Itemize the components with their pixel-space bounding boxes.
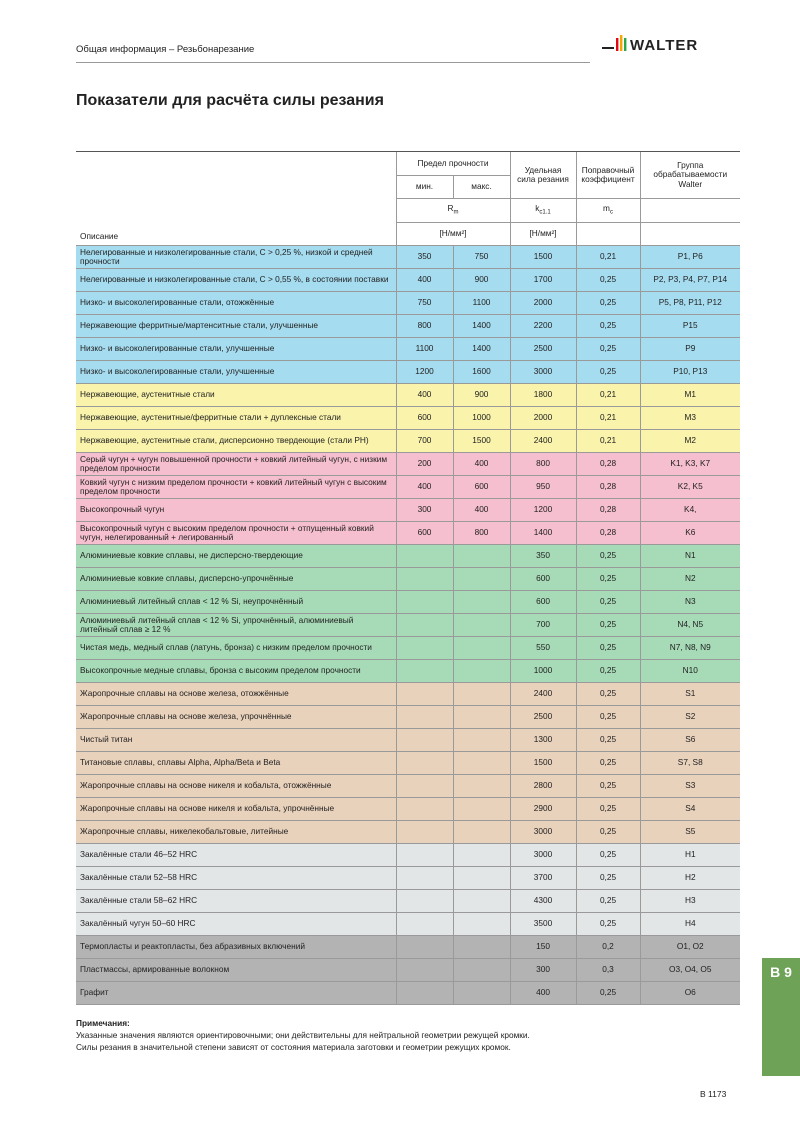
cutting-force-table <box>76 151 740 1005</box>
row-walter-group: O6 <box>640 982 740 1005</box>
row-specific-force: 300 <box>510 959 576 982</box>
row-specific-force: 2500 <box>510 706 576 729</box>
row-specific-force: 2400 <box>510 683 576 706</box>
row-walter-group: P1, P6 <box>640 246 740 269</box>
row-correction-factor: 0,25 <box>576 683 640 706</box>
row-correction-factor: 0,25 <box>576 752 640 775</box>
row-strength-max: 1400 <box>453 315 510 338</box>
row-description: Нержавеющие, аустенитные стали, дисперсионно твердеющие (стали PH) <box>76 430 396 453</box>
mc-symbol: $m_c$ <box>576 199 640 223</box>
row-strength-max <box>453 798 510 821</box>
row-strength-min <box>396 982 453 1005</box>
row-strength-min: 600 <box>396 407 453 430</box>
row-walter-group: H2 <box>640 867 740 890</box>
notes-line-2: Силы резания в значительной степени зависят от состояния материала заготовки и геометрии режущих кромок. <box>76 1042 511 1052</box>
kc-symbol: $k_{c1.1}$ <box>510 199 576 223</box>
row-correction-factor: 0,21 <box>576 246 640 269</box>
row-walter-group: S6 <box>640 729 740 752</box>
row-strength-max: 900 <box>453 384 510 407</box>
row-description: Низко- и высоколегированные стали, улучшенные <box>76 338 396 361</box>
row-walter-group: N7, N8, N9 <box>640 637 740 660</box>
row-correction-factor: 0,2 <box>576 936 640 959</box>
row-specific-force: 2500 <box>510 338 576 361</box>
row-description: Графит <box>76 982 396 1005</box>
row-strength-min <box>396 936 453 959</box>
row-strength-max <box>453 821 510 844</box>
row-correction-factor: 0,21 <box>576 407 640 430</box>
row-specific-force: 700 <box>510 614 576 637</box>
row-specific-force: 3000 <box>510 361 576 384</box>
row-walter-group: N10 <box>640 660 740 683</box>
row-correction-factor: 0,25 <box>576 982 640 1005</box>
row-specific-force: 1200 <box>510 499 576 522</box>
logo-wordmark: WALTER <box>630 37 699 54</box>
row-walter-group: S2 <box>640 706 740 729</box>
table-row <box>76 683 740 706</box>
row-strength-min <box>396 844 453 867</box>
row-specific-force: 2900 <box>510 798 576 821</box>
row-specific-force: 600 <box>510 591 576 614</box>
row-description: Серый чугун + чугун повышенной прочности + ковкий литейный чугун, с низким пределом прочности <box>76 453 396 476</box>
table-row <box>76 407 740 430</box>
row-correction-factor: 0,25 <box>576 821 640 844</box>
row-correction-factor: 0,25 <box>576 867 640 890</box>
section-tab[interactable] <box>762 958 800 1076</box>
walter-logo <box>600 32 742 58</box>
row-correction-factor: 0,25 <box>576 890 640 913</box>
table-row <box>76 844 740 867</box>
table-row <box>76 315 740 338</box>
row-walter-group: O1, O2 <box>640 936 740 959</box>
row-strength-min <box>396 867 453 890</box>
col-description-header: Описание <box>76 152 396 246</box>
col-specific-force-header: Удельная сила резания <box>510 152 576 199</box>
row-description: Титановые сплавы, сплавы Alpha, Alpha/Beta и Beta <box>76 752 396 775</box>
table-row <box>76 499 740 522</box>
row-strength-min <box>396 660 453 683</box>
row-strength-max: 800 <box>453 522 510 545</box>
row-correction-factor: 0,25 <box>576 292 640 315</box>
row-description: Закалённые стали 58–62 HRC <box>76 890 396 913</box>
row-strength-min: 700 <box>396 430 453 453</box>
row-strength-max: 1100 <box>453 292 510 315</box>
row-description: Алюминиевый литейный сплав < 12 % Si, упрочнённый, алюминиевый литейный сплав ≥ 12 % <box>76 614 396 637</box>
header-section-title: Общая информация – Резьбонарезание <box>76 44 255 55</box>
row-strength-min <box>396 821 453 844</box>
table-row <box>76 936 740 959</box>
table-row <box>76 430 740 453</box>
row-walter-group: N1 <box>640 545 740 568</box>
row-walter-group: K1, K3, K7 <box>640 453 740 476</box>
page-number: B 1173 <box>700 1089 727 1099</box>
table-row <box>76 453 740 476</box>
header-divider <box>76 62 590 63</box>
row-walter-group: N4, N5 <box>640 614 740 637</box>
table-row <box>76 545 740 568</box>
row-correction-factor: 0,3 <box>576 959 640 982</box>
row-specific-force: 1700 <box>510 269 576 292</box>
row-strength-min: 400 <box>396 476 453 499</box>
row-description: Закалённые стали 46–52 HRC <box>76 844 396 867</box>
row-walter-group: H3 <box>640 890 740 913</box>
table-row <box>76 867 740 890</box>
row-description: Нержавеющие, аустенитные стали <box>76 384 396 407</box>
row-strength-max: 1000 <box>453 407 510 430</box>
row-strength-min <box>396 614 453 637</box>
row-specific-force: 2000 <box>510 407 576 430</box>
row-description: Низко- и высоколегированные стали, улучшенные <box>76 361 396 384</box>
row-description: Высокопрочные медные сплавы, бронза с высоким пределом прочности <box>76 660 396 683</box>
row-description: Высокопрочный чугун с высоким пределом прочности + отпущенный ковкий чугун, нелегированный + легированный <box>76 522 396 545</box>
row-description: Жаропрочные сплавы, никелекобальтовые, литейные <box>76 821 396 844</box>
row-description: Жаропрочные сплавы на основе никеля и кобальта, отожжённые <box>76 775 396 798</box>
row-walter-group: O3, O4, O5 <box>640 959 740 982</box>
row-correction-factor: 0,25 <box>576 545 640 568</box>
row-walter-group: M1 <box>640 384 740 407</box>
row-correction-factor: 0,28 <box>576 499 640 522</box>
row-strength-max <box>453 936 510 959</box>
row-strength-max: 400 <box>453 499 510 522</box>
row-walter-group: M2 <box>640 430 740 453</box>
row-correction-factor: 0,21 <box>576 384 640 407</box>
row-correction-factor: 0,25 <box>576 591 640 614</box>
section-tab-label: B 9 <box>770 964 792 980</box>
row-strength-min <box>396 568 453 591</box>
row-specific-force: 1300 <box>510 729 576 752</box>
row-correction-factor: 0,25 <box>576 315 640 338</box>
row-strength-max <box>453 545 510 568</box>
table-row <box>76 292 740 315</box>
row-specific-force: 2000 <box>510 292 576 315</box>
table-row <box>76 890 740 913</box>
table-row <box>76 752 740 775</box>
row-strength-min: 1100 <box>396 338 453 361</box>
row-correction-factor: 0,25 <box>576 798 640 821</box>
row-walter-group: N3 <box>640 591 740 614</box>
row-strength-max <box>453 637 510 660</box>
row-strength-max: 750 <box>453 246 510 269</box>
row-description: Закалённый чугун 50–60 HRC <box>76 913 396 936</box>
row-description: Высокопрочный чугун <box>76 499 396 522</box>
row-description: Жаропрочные сплавы на основе никеля и кобальта, упрочнённые <box>76 798 396 821</box>
table-row <box>76 591 740 614</box>
row-correction-factor: 0,25 <box>576 338 640 361</box>
row-correction-factor: 0,25 <box>576 614 640 637</box>
row-description: Закалённые стали 52–58 HRC <box>76 867 396 890</box>
group-unit-empty <box>640 223 740 246</box>
row-strength-max <box>453 959 510 982</box>
row-description: Термопласты и реактопласты, без абразивных включений <box>76 936 396 959</box>
row-specific-force: 950 <box>510 476 576 499</box>
row-strength-min <box>396 775 453 798</box>
row-strength-max <box>453 913 510 936</box>
row-strength-max <box>453 844 510 867</box>
row-strength-min <box>396 545 453 568</box>
row-strength-max <box>453 752 510 775</box>
row-specific-force: 3700 <box>510 867 576 890</box>
row-strength-min: 750 <box>396 292 453 315</box>
row-correction-factor: 0,28 <box>576 522 640 545</box>
row-walter-group: P5, P8, P11, P12 <box>640 292 740 315</box>
row-walter-group: S1 <box>640 683 740 706</box>
row-walter-group: S4 <box>640 798 740 821</box>
row-description: Нелегированные и низколегированные стали, C > 0,55 %, в состоянии поставки <box>76 269 396 292</box>
mc-unit-empty <box>576 223 640 246</box>
row-strength-min <box>396 752 453 775</box>
row-correction-factor: 0,25 <box>576 660 640 683</box>
row-correction-factor: 0,25 <box>576 361 640 384</box>
col-strength-header: Предел прочности <box>396 152 510 176</box>
row-description: Алюминиевый литейный сплав < 12 % Si, неупрочнённый <box>76 591 396 614</box>
row-strength-min <box>396 959 453 982</box>
row-walter-group: P10, P13 <box>640 361 740 384</box>
row-specific-force: 150 <box>510 936 576 959</box>
row-strength-max <box>453 775 510 798</box>
row-specific-force: 2200 <box>510 315 576 338</box>
row-description: Нелегированные и низколегированные стали, C > 0,25 %, низкой и средней прочности <box>76 246 396 269</box>
table-row <box>76 476 740 499</box>
row-strength-max <box>453 568 510 591</box>
row-walter-group: K6 <box>640 522 740 545</box>
row-strength-min <box>396 706 453 729</box>
table-row <box>76 982 740 1005</box>
page-title: Показатели для расчёта силы резания <box>76 92 384 109</box>
row-specific-force: 400 <box>510 982 576 1005</box>
row-correction-factor: 0,25 <box>576 706 640 729</box>
row-strength-min: 400 <box>396 384 453 407</box>
row-strength-max <box>453 890 510 913</box>
row-correction-factor: 0,25 <box>576 844 640 867</box>
row-strength-max: 600 <box>453 476 510 499</box>
row-strength-max <box>453 683 510 706</box>
table-row <box>76 637 740 660</box>
row-specific-force: 2800 <box>510 775 576 798</box>
row-description: Алюминиевые ковкие сплавы, дисперсно-упрочнённые <box>76 568 396 591</box>
row-walter-group: P2, P3, P4, P7, P14 <box>640 269 740 292</box>
row-specific-force: 1400 <box>510 522 576 545</box>
row-strength-max: 1500 <box>453 430 510 453</box>
row-walter-group: K2, K5 <box>640 476 740 499</box>
table-row <box>76 361 740 384</box>
strength-unit: [Н/мм²] <box>396 223 510 246</box>
force-unit: [Н/мм²] <box>510 223 576 246</box>
row-walter-group: P15 <box>640 315 740 338</box>
table-row <box>76 729 740 752</box>
col-min-header: мин. <box>396 176 453 199</box>
row-strength-max: 1600 <box>453 361 510 384</box>
row-correction-factor: 0,28 <box>576 453 640 476</box>
row-walter-group: P9 <box>640 338 740 361</box>
row-description: Нержавеющие, аустенитные/ферритные стали + дуплексные стали <box>76 407 396 430</box>
row-strength-max <box>453 982 510 1005</box>
row-correction-factor: 0,25 <box>576 568 640 591</box>
row-strength-max <box>453 660 510 683</box>
row-specific-force: 1800 <box>510 384 576 407</box>
row-specific-force: 1500 <box>510 246 576 269</box>
row-walter-group: K4, <box>640 499 740 522</box>
row-description: Низко- и высоколегированные стали, отожжённые <box>76 292 396 315</box>
row-strength-min <box>396 683 453 706</box>
row-specific-force: 550 <box>510 637 576 660</box>
row-strength-min <box>396 637 453 660</box>
row-correction-factor: 0,28 <box>576 476 640 499</box>
row-strength-max <box>453 591 510 614</box>
notes-title: Примечания: <box>76 1018 130 1028</box>
row-walter-group: H4 <box>640 913 740 936</box>
notes <box>76 1017 530 1053</box>
row-description: Нержавеющие ферритные/мартенситные стали, улучшенные <box>76 315 396 338</box>
table-row <box>76 568 740 591</box>
row-walter-group: H1 <box>640 844 740 867</box>
row-description: Алюминиевые ковкие сплавы, не дисперсно-твердеющие <box>76 545 396 568</box>
row-strength-max <box>453 729 510 752</box>
table-row <box>76 246 740 269</box>
row-correction-factor: 0,25 <box>576 913 640 936</box>
row-strength-min <box>396 591 453 614</box>
row-walter-group: S7, S8 <box>640 752 740 775</box>
row-strength-min: 200 <box>396 453 453 476</box>
row-specific-force: 3000 <box>510 844 576 867</box>
table-row <box>76 775 740 798</box>
row-correction-factor: 0,21 <box>576 430 640 453</box>
table-row <box>76 522 740 545</box>
table-row <box>76 959 740 982</box>
col-correction-header: Поправочный коэффициент <box>576 152 640 199</box>
row-description: Ковкий чугун с низким пределом прочности + ковкий литейный чугун с высоким пределом прочности <box>76 476 396 499</box>
row-strength-min: 1200 <box>396 361 453 384</box>
col-max-header: макс. <box>453 176 510 199</box>
table-row <box>76 614 740 637</box>
row-strength-max: 900 <box>453 269 510 292</box>
row-strength-min <box>396 798 453 821</box>
row-description: Пластмассы, армированные волокном <box>76 959 396 982</box>
table-row <box>76 913 740 936</box>
row-correction-factor: 0,25 <box>576 775 640 798</box>
group-symbol-empty <box>640 199 740 223</box>
row-strength-min: 300 <box>396 499 453 522</box>
row-specific-force: 1000 <box>510 660 576 683</box>
row-specific-force: 2400 <box>510 430 576 453</box>
row-strength-min: 800 <box>396 315 453 338</box>
row-specific-force: 800 <box>510 453 576 476</box>
row-strength-max <box>453 614 510 637</box>
table-row <box>76 706 740 729</box>
notes-line-1: Указанные значения являются ориентировочными; они действительны для нейтральной геометрии режущей кромки. <box>76 1030 530 1040</box>
row-correction-factor: 0,25 <box>576 637 640 660</box>
row-description: Чистый титан <box>76 729 396 752</box>
col-group-header: Группа обрабатываемости Walter <box>640 152 740 199</box>
row-walter-group: S5 <box>640 821 740 844</box>
row-description: Чистая медь, медный сплав (латунь, бронза) с низким пределом прочности <box>76 637 396 660</box>
table-row <box>76 660 740 683</box>
row-strength-min <box>396 729 453 752</box>
row-correction-factor: 0,25 <box>576 729 640 752</box>
row-strength-min <box>396 890 453 913</box>
row-strength-max <box>453 867 510 890</box>
row-strength-min <box>396 913 453 936</box>
row-walter-group: M3 <box>640 407 740 430</box>
row-strength-min: 350 <box>396 246 453 269</box>
row-walter-group: S3 <box>640 775 740 798</box>
row-specific-force: 1500 <box>510 752 576 775</box>
table-row <box>76 798 740 821</box>
row-walter-group: N2 <box>640 568 740 591</box>
table-row <box>76 338 740 361</box>
table-row <box>76 384 740 407</box>
row-specific-force: 3500 <box>510 913 576 936</box>
table-row <box>76 821 740 844</box>
row-strength-max: 1400 <box>453 338 510 361</box>
row-correction-factor: 0,25 <box>576 269 640 292</box>
row-description: Жаропрочные сплавы на основе железа, отожжённые <box>76 683 396 706</box>
row-specific-force: 4300 <box>510 890 576 913</box>
row-strength-min: 600 <box>396 522 453 545</box>
row-strength-min: 400 <box>396 269 453 292</box>
row-specific-force: 600 <box>510 568 576 591</box>
row-strength-max: 400 <box>453 453 510 476</box>
table-row <box>76 269 740 292</box>
row-specific-force: 350 <box>510 545 576 568</box>
rm-symbol: $R_m$ <box>396 199 510 223</box>
row-specific-force: 3000 <box>510 821 576 844</box>
row-strength-max <box>453 706 510 729</box>
row-description: Жаропрочные сплавы на основе железа, упрочнённые <box>76 706 396 729</box>
